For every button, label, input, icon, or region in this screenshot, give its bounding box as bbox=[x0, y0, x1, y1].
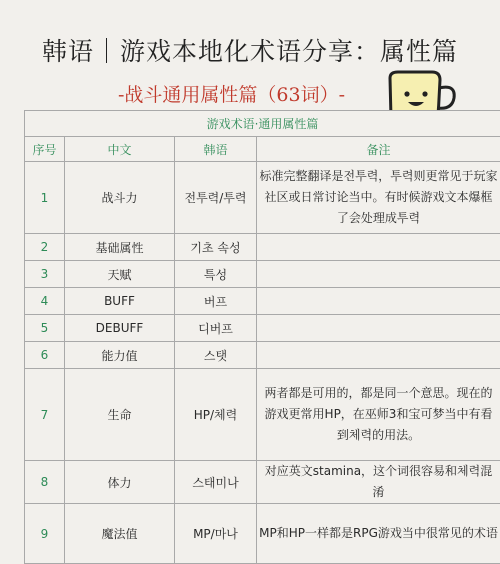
table-row bbox=[25, 234, 500, 261]
row-chinese: 生命 bbox=[65, 369, 175, 461]
row-note: MP和HP一样都是RPG游戏当中很常见的术语 bbox=[257, 504, 500, 564]
row-korean: 버프 bbox=[175, 288, 257, 315]
row-index: 4 bbox=[25, 288, 65, 315]
page-title: 韩语｜游戏本地化术语分享：属性篇 bbox=[0, 32, 500, 68]
table-row bbox=[25, 315, 500, 342]
row-index: 8 bbox=[25, 461, 65, 504]
row-korean: 기초 속성 bbox=[175, 234, 257, 261]
row-chinese: 体力 bbox=[65, 461, 175, 504]
row-note: 两者都是可用的，都是同一个意思。现在的游戏更常用HP，在巫师3和宝可梦当中有看到체력的用法。 bbox=[257, 369, 500, 461]
row-chinese: 魔法值 bbox=[65, 504, 175, 564]
row-chinese: 天赋 bbox=[65, 261, 175, 288]
terminology-table bbox=[24, 110, 500, 564]
row-note bbox=[257, 315, 500, 342]
row-note: 标准完整翻译是전투력，투력则更常见于玩家社区或日常讨论当中。有时候游戏文本爆框了会处理成투력 bbox=[257, 162, 500, 234]
page-subtitle: -战斗通用属性篇（63词）- bbox=[118, 80, 345, 107]
table-caption: 游戏术语·通用属性篇 bbox=[25, 111, 500, 137]
table-row bbox=[25, 369, 500, 461]
row-korean: 스탯 bbox=[175, 342, 257, 369]
column-header-chinese: 中文 bbox=[65, 137, 175, 162]
row-chinese: DEBUFF bbox=[65, 315, 175, 342]
row-note bbox=[257, 261, 500, 288]
row-korean: 특성 bbox=[175, 261, 257, 288]
row-index: 6 bbox=[25, 342, 65, 369]
row-korean: 스태미나 bbox=[175, 461, 257, 504]
row-index: 7 bbox=[25, 369, 65, 461]
row-chinese: 能力值 bbox=[65, 342, 175, 369]
row-index: 5 bbox=[25, 315, 65, 342]
table-row bbox=[25, 504, 500, 564]
row-note bbox=[257, 234, 500, 261]
row-note: 对应英文stamina，这个词很容易和체력混淆 bbox=[257, 461, 500, 504]
row-chinese: 基础属性 bbox=[65, 234, 175, 261]
row-korean: 전투력/투력 bbox=[175, 162, 257, 234]
table-row bbox=[25, 461, 500, 504]
table-row bbox=[25, 288, 500, 315]
row-note bbox=[257, 342, 500, 369]
column-header-index: 序号 bbox=[25, 137, 65, 162]
row-korean: 디버프 bbox=[175, 315, 257, 342]
row-index: 9 bbox=[25, 504, 65, 564]
table-row bbox=[25, 342, 500, 369]
row-chinese: 战斗力 bbox=[65, 162, 175, 234]
table-row bbox=[25, 162, 500, 234]
row-index: 3 bbox=[25, 261, 65, 288]
table-header-row bbox=[25, 137, 500, 162]
column-header-korean: 韩语 bbox=[175, 137, 257, 162]
row-korean: MP/마나 bbox=[175, 504, 257, 564]
row-chinese: BUFF bbox=[65, 288, 175, 315]
table-row bbox=[25, 261, 500, 288]
row-note bbox=[257, 288, 500, 315]
row-korean: HP/체력 bbox=[175, 369, 257, 461]
row-index: 2 bbox=[25, 234, 65, 261]
table-caption-row bbox=[25, 111, 500, 137]
column-header-notes: 备注 bbox=[257, 137, 500, 162]
row-index: 1 bbox=[25, 162, 65, 234]
